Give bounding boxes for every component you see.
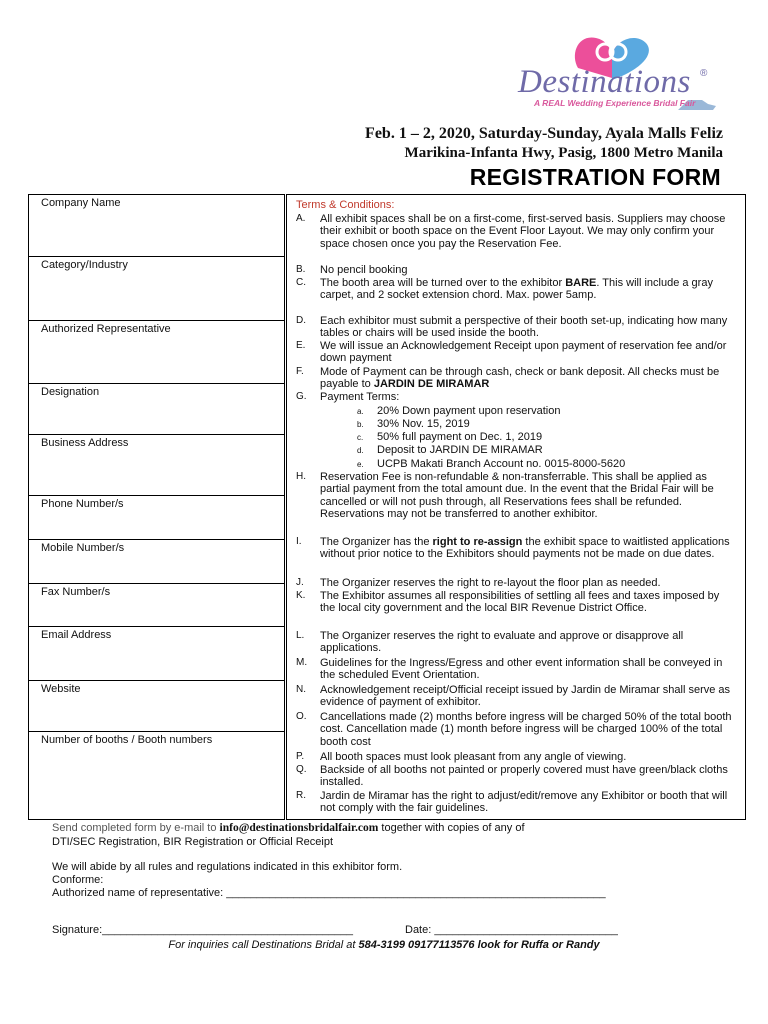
- term-item: E. We will issue an Acknowledgement Receipt upon payment of reservation fee and/or down payment: [296, 340, 727, 365]
- website-field[interactable]: [29, 680, 284, 731]
- field-label: Fax Number/s: [41, 586, 111, 598]
- term-item: K. The Exhibitor assumes all responsibilities of settling all fees and taxes imposed by the local city government and the local BIR Revenue District Office.: [296, 590, 720, 615]
- send-instructions: Send completed form by e-mail to info@destinationsbridalfair.com together with copies of any of: [52, 822, 525, 834]
- inquiry-footer: For inquiries call Destinations Bridal at 584-3199 09177113576 look for Ruffa or Randy: [168, 939, 600, 951]
- term-item: Q. Backside of all booths not painted or properly covered must have green/black cloths installed.: [296, 764, 728, 789]
- field-label: Company Name: [41, 197, 121, 209]
- term-item: B. No pencil booking: [296, 264, 408, 276]
- term-item: D. Each exhibitor must submit a perspective of their booth set-up, indicating how many tables or chairs will be used inside the booth.: [296, 315, 728, 340]
- payment-term: a. 20% Down payment upon reservation: [357, 405, 561, 417]
- payment-term: e. UCPB Makati Branch Account no. 0015-8000-5620: [357, 458, 626, 470]
- term-item: L. The Organizer reserves the right to evaluate and approve or disapprove all applications.: [296, 630, 684, 655]
- field-label: Mobile Number/s: [41, 542, 125, 554]
- signature-line[interactable]: Signature:_________________________________________: [52, 924, 353, 936]
- fax-number-field[interactable]: [29, 583, 284, 626]
- category-field[interactable]: [29, 256, 284, 320]
- payment-term: c. 50% full payment on Dec. 1, 2019: [357, 431, 543, 443]
- term-item: H. Reservation Fee is non-refundable & non-transferrable. This shall be applied as partial payment from the total amount due. In the event that the Bridal Fair will be cancelled or will not push through, all Reservations fees shall be refunded. Reservations may not be transferred to another exhibitor.: [296, 471, 714, 521]
- destinations-logo: [508, 30, 723, 120]
- field-label: Email Address: [41, 629, 112, 641]
- authorized-name-line[interactable]: Authorized name of representative: ______________________________________________________________: [52, 887, 606, 899]
- email-address-field[interactable]: [29, 626, 284, 680]
- form-title: REGISTRATION FORM: [469, 164, 721, 190]
- term-item: C. The booth area will be turned over to the exhibitor BARE. This will include a gray carpet, and 2 socket extension chord. Max. power 5amp.: [296, 277, 713, 302]
- conforme-label: Conforme:: [52, 874, 104, 886]
- event-address: Marikina-Infanta Hwy, Pasig, 1800 Metro Manila: [404, 145, 723, 161]
- term-item: F. Mode of Payment can be through cash, check or bank deposit. All checks must be payable to JARDIN DE MIRAMAR: [296, 366, 720, 391]
- term-item: M. Guidelines for the Ingress/Egress and other event information shall be conveyed in the scheduled Event Orientation.: [296, 657, 723, 682]
- term-item: P. All booth spaces must look pleasant from any angle of viewing.: [296, 751, 627, 763]
- payment-term: d. Deposit to JARDIN DE MIRAMAR: [357, 444, 543, 456]
- term-item: O. Cancellations made (2) months before ingress will be charged 50% of the total booth cost. Cancellation made (1) month before ingress will be charged 100% of the total booth cost: [296, 711, 732, 748]
- registration-fields: [28, 194, 285, 820]
- booth-numbers-field[interactable]: [29, 731, 284, 819]
- email-link[interactable]: info@destinationsbridalfair.com: [219, 822, 379, 834]
- business-address-field[interactable]: [29, 434, 284, 495]
- terms-title: Terms & Conditions:: [296, 199, 395, 211]
- payment-term: b. 30% Nov. 15, 2019: [357, 418, 470, 430]
- term-item: N. Acknowledgement receipt/Official receipt issued by Jardin de Miramar shall serve as evidence of payment of exhibitor.: [296, 684, 731, 709]
- field-label: Number of booths / Booth numbers: [41, 734, 213, 746]
- designation-field[interactable]: [29, 383, 284, 434]
- field-label: Phone Number/s: [41, 498, 124, 510]
- registered-mark: ®: [700, 68, 708, 79]
- phone-number-field[interactable]: [29, 495, 284, 539]
- logo-tagline: A REAL Wedding Experience Bridal Fair: [534, 98, 696, 108]
- attachments-text: DTI/SEC Registration, BIR Registration or Official Receipt: [52, 836, 334, 848]
- term-item: I. The Organizer has the right to re-assign the exhibit space to waitlisted applications without prior notice to the Exhibitors should payments not be made on due dates.: [296, 536, 730, 561]
- field-label: Designation: [41, 386, 100, 398]
- term-item: G. Payment Terms:: [296, 391, 400, 403]
- abide-text: We will abide by all rules and regulations indicated in this exhibitor form.: [52, 861, 403, 873]
- mobile-number-field[interactable]: [29, 539, 284, 583]
- field-label: Category/Industry: [41, 259, 128, 271]
- terms-and-conditions: [286, 194, 746, 820]
- field-label: Authorized Representative: [41, 323, 171, 335]
- company-name-field[interactable]: [29, 195, 284, 256]
- date-line[interactable]: Date: ______________________________: [405, 924, 618, 936]
- term-item: J. The Organizer reserves the right to re-layout the floor plan as needed.: [296, 577, 661, 589]
- term-item: A. All exhibit spaces shall be on a first-come, first-served basis. Suppliers may choose their exhibit or booth space on the Event Floor Layout. We may only confirm your space chosen once you pay the Reservation Fee.: [296, 213, 726, 250]
- term-item: R. Jardin de Miramar has the right to adjust/edit/remove any Exhibitor or booth that will not comply with the fair guidelines.: [296, 790, 728, 815]
- event-dates: Feb. 1 – 2, 2020, Saturday-Sunday, Ayala Malls Feliz: [365, 125, 723, 142]
- logo-wordmark: Destinations: [518, 64, 691, 100]
- field-label: Website: [41, 683, 81, 695]
- authorized-representative-field[interactable]: [29, 320, 284, 383]
- field-label: Business Address: [41, 437, 129, 449]
